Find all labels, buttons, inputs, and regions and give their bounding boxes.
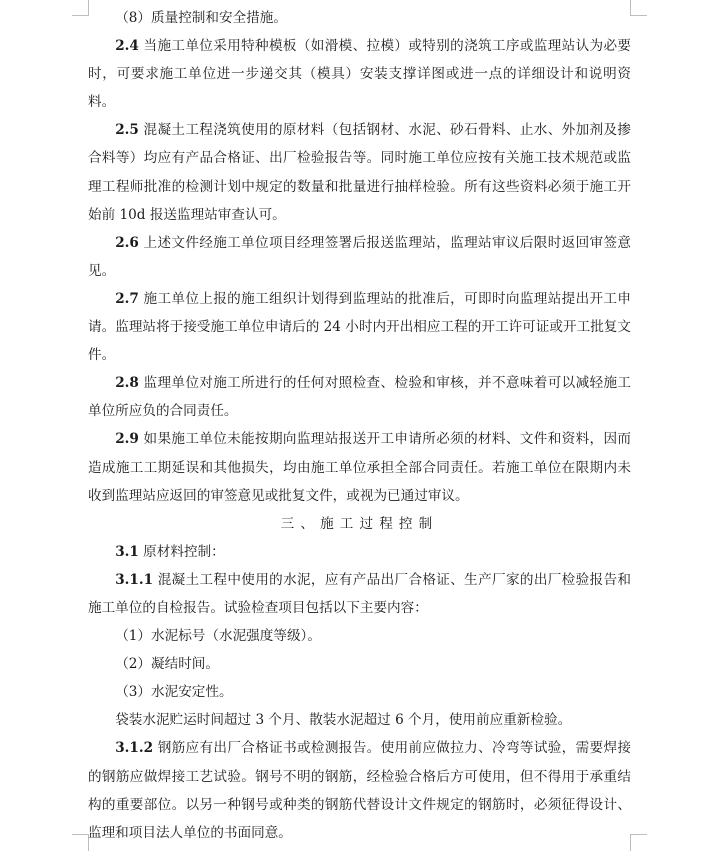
margin-corner-mark [630,0,647,16]
paragraph-cement-storage: 袋装水泥贮运时间超过 3 个月、散装水泥超过 6 个月，使用前应重新检验。 [115,712,572,729]
list-item-soundness: （3）水泥安定性。 [115,684,233,701]
list-item-setting-time: （2）凝结时间。 [115,656,219,673]
paragraph-3-1: 3.1 原材料控制： [115,543,225,560]
paragraph-2-9: 2.9 如果施工单位未能按期向监理站报送开工申请所必须的材料、文件和资料，因而造成施工工期延误和其他损失，均由施工单位承担全部合同责任。若施工单位在限期内未收到监理站应返回的审签意见或批复文件，或视为已通过审议。 [88,431,631,504]
document-body [88,4,631,847]
list-item-cement-grade: （1）水泥标号（水泥强度等级）。 [115,628,321,645]
paragraph-2-5: 2.5 混凝土工程浇筑使用的原材料（包括钢材、水泥、砂石骨料、止水、外加剂及掺合料等）均应有产品合格证、出厂检验报告等。同时施工单位应按有关施工技术规范或监理工程师批准的检测计划中规定的数量和批量进行抽样检验。所有这些资料必须于施工开始前 10d 报送监理站审查认可。 [88,122,631,223]
paragraph-2-8: 2.8 监理单位对施工所进行的任何对照检查、检验和审核，并不意味着可以减轻施工单位所应负的合同责任。 [88,375,631,420]
paragraph-8: （8）质量控制和安全措施。 [115,10,287,26]
margin-corner-mark [630,834,647,851]
paragraph-3-1-2: 3.1.2 钢筋应有出厂合格证书或检测报告。使用前应做拉力、冷弯等试验，需要焊接的钢筋应做焊接工艺试验。钢号不明的钢筋，经检验合格后方可使用，但不得用于承重结构的重要部位。以另一种钢号或种类的钢筋代替设计文件规定的钢筋时，必须征得设计、监理和项目法人单位的书面同意。 [88,740,631,841]
paragraph-2-6: 2.6 上述文件经施工单位项目经理签署后报送监理站，监理站审议后限时返回审签意见。 [88,234,631,279]
margin-corner-mark [72,834,89,851]
paragraph-2-7: 2.7 施工单位上报的施工组织计划得到监理站的批准后，可即时向监理站提出开工申请。监理站将于接受施工单位申请后的 24 小时内开出相应工程的开工许可证或开工批复文件。 [88,290,631,364]
paragraph-3-1-1: 3.1.1 混凝土工程中使用的水泥，应有产品出厂合格证、生产厂家的出厂检验报告和施工单位的自检报告。试验检查项目包括以下主要内容： [88,571,631,616]
paragraph-2-4: 2.4 当施工单位采用特种模板（如滑模、拉模）或特别的浇筑工序或监理站认为必要时，可要求施工单位进一步递交其（模具）安装支撑详图或进一点的详细设计和说明资料。 [88,38,631,111]
margin-corner-mark [72,0,89,16]
section-heading: 三、施工过程控制 [280,515,439,532]
